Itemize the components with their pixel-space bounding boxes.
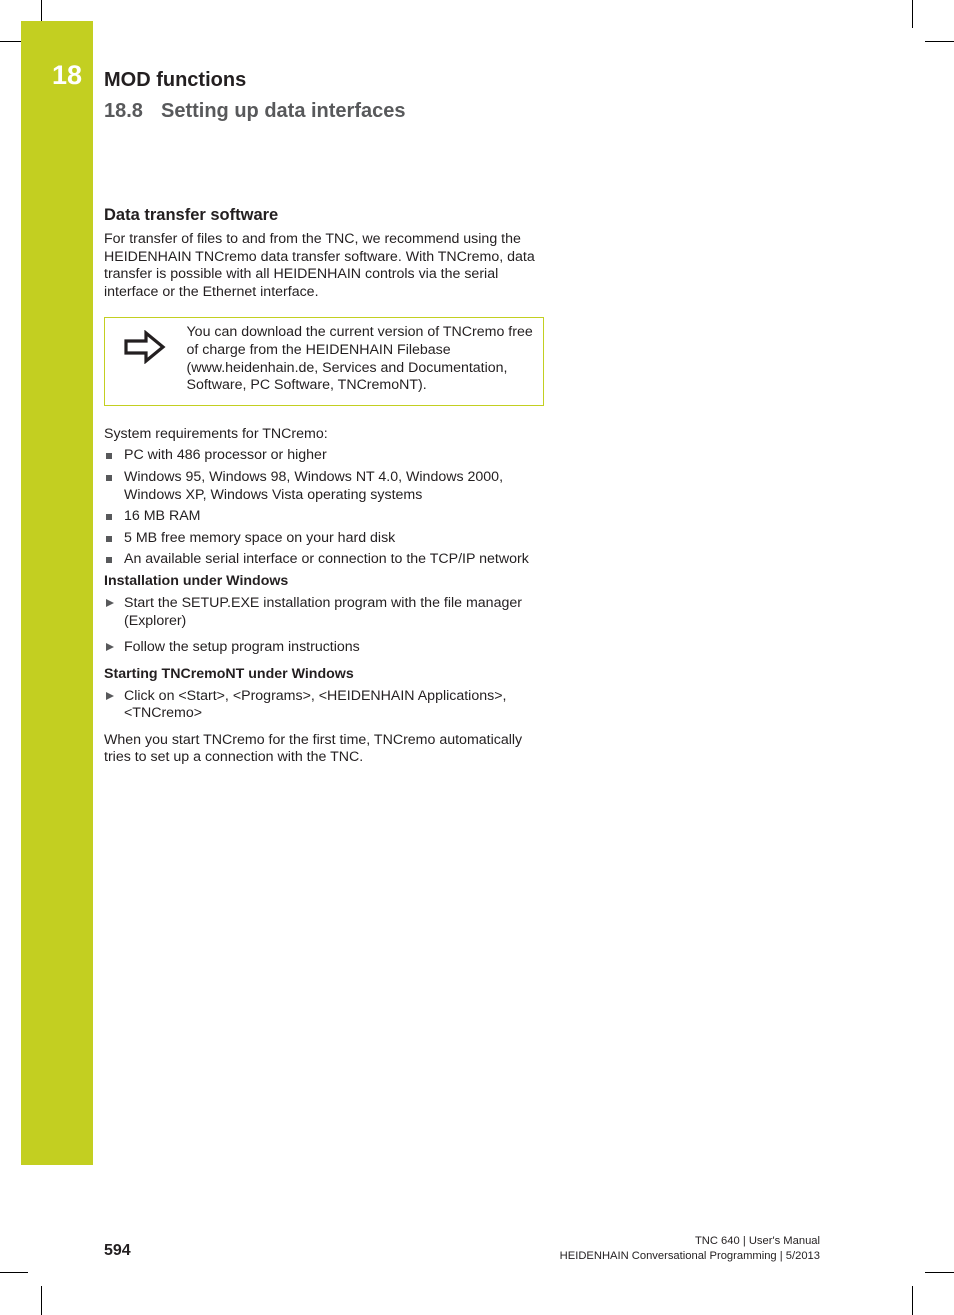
note-box xyxy=(104,317,544,405)
square-bullet-icon xyxy=(106,557,112,563)
square-bullet-icon xyxy=(106,514,112,520)
requirements-list xyxy=(104,447,544,569)
list-item: 16 MB RAM xyxy=(104,508,544,526)
footer xyxy=(560,1234,820,1263)
starting-heading: Starting TNCremoNT under Windows xyxy=(104,665,354,682)
list-item: PC with 486 processor or higher xyxy=(104,447,544,465)
list-item: An available serial interface or connection to the TCP/IP network xyxy=(104,551,544,569)
footer-line-2: HEIDENHAIN Conversational Programming | 5/2013 xyxy=(559,1249,820,1262)
starting-steps xyxy=(104,688,544,723)
triangle-bullet-icon xyxy=(106,599,114,607)
crop-mark xyxy=(0,1272,28,1273)
list-item: Windows 95, Windows 98, Windows NT 4.0, Windows 2000, Windows XP, Windows Vista operating systems xyxy=(104,469,544,504)
crop-mark xyxy=(41,0,42,21)
crop-mark xyxy=(41,1286,42,1315)
square-bullet-icon xyxy=(106,475,112,481)
crop-mark xyxy=(925,41,954,42)
square-bullet-icon xyxy=(106,453,112,459)
crop-mark xyxy=(912,0,913,28)
triangle-bullet-icon xyxy=(106,643,114,651)
list-item: 5 MB free memory space on your hard disk xyxy=(104,530,544,548)
chapter-title: MOD functions xyxy=(104,69,247,91)
page-heading: Data transfer software xyxy=(104,206,279,224)
crop-mark xyxy=(912,1286,913,1315)
crop-mark xyxy=(925,1272,954,1273)
footer-line-1: TNC 640 | User's Manual xyxy=(694,1235,820,1247)
triangle-bullet-icon xyxy=(106,692,114,700)
main-content xyxy=(104,205,544,767)
chapter-number: 18 xyxy=(52,60,83,90)
section-title-text: Setting up data interfaces xyxy=(161,100,406,122)
step-item: Start the SETUP.EXE installation program with the file manager (Explorer) xyxy=(104,595,544,630)
page-number: 594 xyxy=(104,1242,131,1259)
installation-heading: Installation under Windows xyxy=(104,572,289,589)
crop-mark xyxy=(0,41,21,42)
closing-paragraph: When you start TNCremo for the first time, TNCremo automatically tries to set up a connection with the TNC. xyxy=(104,731,523,766)
chapter-side-band xyxy=(21,21,93,1165)
note-text: You can download the current version of TNCremo free of charge from the HEIDENHAIN Filebase (www.heidenhain.de, Services and Documentation, Software, PC Software, TNCremoNT). xyxy=(186,324,533,394)
requirements-lead: System requirements for TNCremo: xyxy=(104,425,328,442)
installation-steps xyxy=(104,595,544,657)
intro-paragraph: For transfer of files to and from the TNC, we recommend using the HEIDENHAIN TNCremo data transfer software. With TNCremo, data transfer is possible with all HEIDENHAIN controls via the serial interface or the Ethernet interface. xyxy=(104,231,535,300)
step-item: Follow the setup program instructions xyxy=(104,639,544,657)
step-item: Click on <Start>, <Programs>, <HEIDENHAIN Applications>, <TNCremo> xyxy=(104,688,544,723)
square-bullet-icon xyxy=(106,536,112,542)
arrow-right-outline-icon xyxy=(105,318,186,404)
section-title xyxy=(104,99,406,123)
section-number: 18.8 xyxy=(104,100,143,122)
